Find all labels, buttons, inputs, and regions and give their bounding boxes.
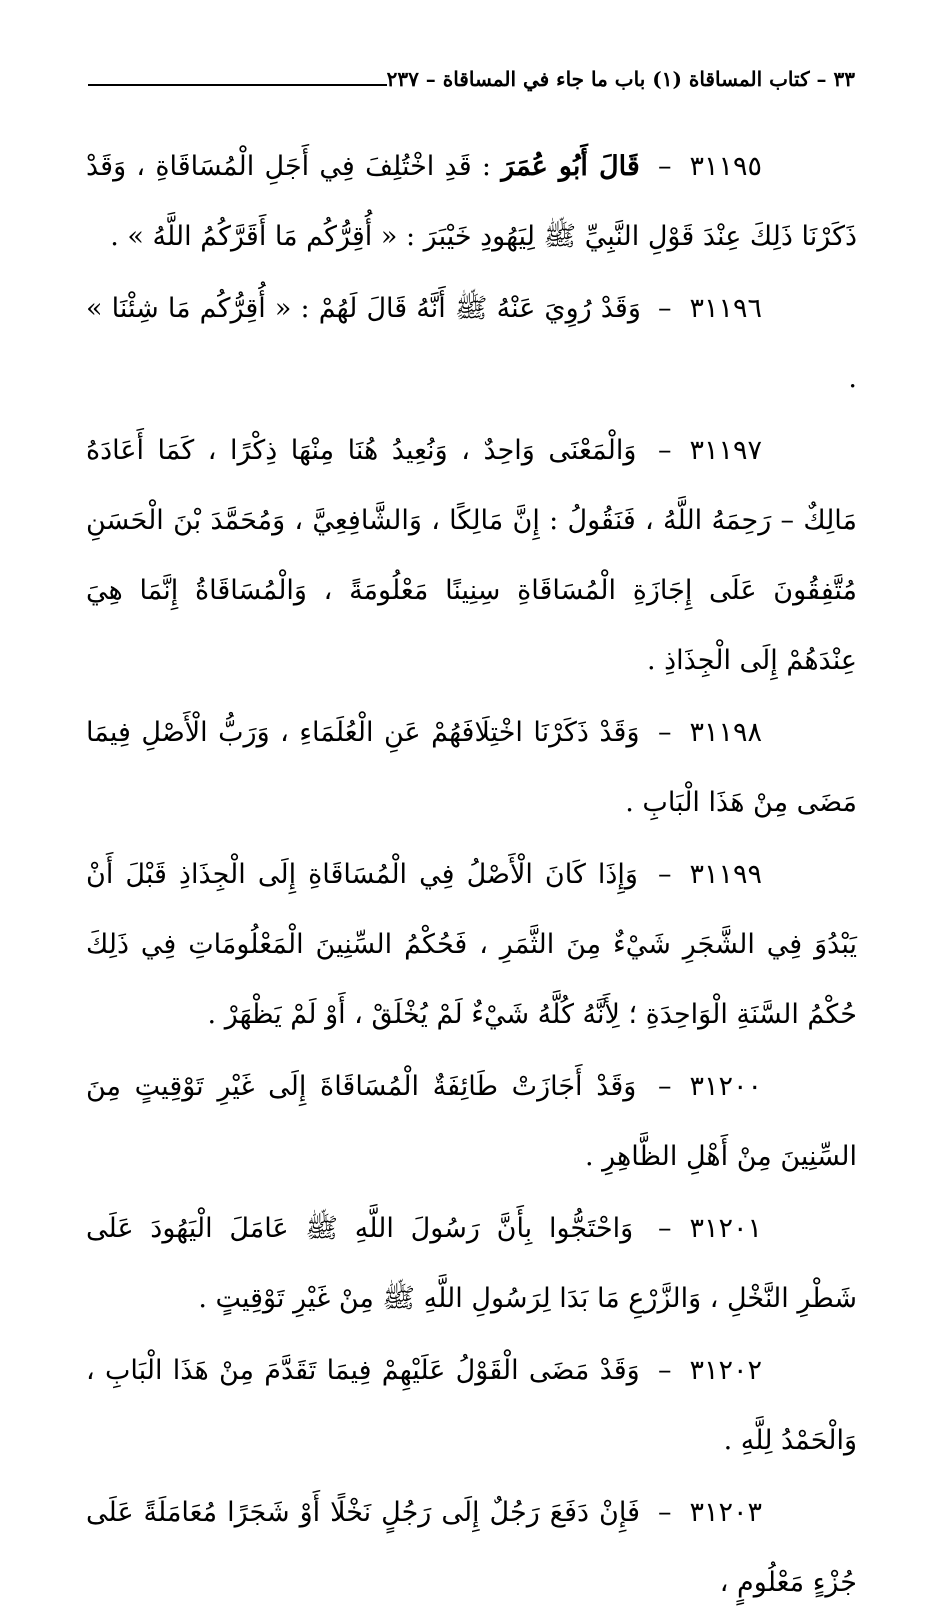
paragraph-number: ٣١٢٠١	[689, 1213, 762, 1244]
header-rule	[88, 84, 387, 86]
dash: –	[657, 1071, 672, 1102]
paragraph-31199	[86, 840, 857, 1050]
dash: –	[657, 435, 672, 466]
dash: –	[657, 1497, 672, 1528]
paragraph-31195	[86, 132, 857, 272]
paragraph-text: وَإِذَا كَانَ الْأَصْلُ فِي الْمُسَاقَاةِ إِلَى الْجِذَاذِ قَبْلَ أَنْ يَبْدُوَ فِي الشَّجَرِ شَيْءٌ مِنَ الثَّمَرِ ، فَحُكْمُ السِّنِينَ الْمَعْلُومَاتِ فِي ذَلِكَ حُكْمُ السَّنَةِ الْوَاحِدَةِ ؛ لِأَنَّهُ كُلَّهُ شَيْءٌ لَمْ يُخْلَقْ ، أَوْ لَمْ يَظْهَرْ .	[86, 859, 857, 1030]
paragraph-number: ٣١١٩٨	[689, 717, 762, 748]
paragraph-number: ٣١١٩٩	[689, 859, 762, 890]
paragraph-text: وَقَدْ أَجَازَتْ طَائِفَةٌ الْمُسَاقَاةَ إِلَى غَيْرِ تَوْقِيتٍ مِنَ السِّنِينَ مِنْ أَهْلِ الظَّاهِرِ .	[86, 1071, 857, 1172]
paragraph-text: وَقَدْ مَضَى الْقَوْلُ عَلَيْهِمْ فِيمَا تَقَدَّمَ مِنْ هَذَا الْبَابِ ، وَالْحَمْدُ لِلَّهِ .	[86, 1355, 857, 1456]
running-header	[88, 62, 855, 96]
paragraph-text: وَقَدْ ذَكَرْنَا اخْتِلَافَهُمْ عَنِ الْعُلَمَاءِ ، وَرَبُّ الْأَصْلِ فِيمَا مَضَى مِنْ هَذَا الْبَابِ .	[86, 717, 857, 818]
paragraph-number: ٣١١٩٧	[689, 435, 762, 466]
paragraph-text: فَإِنْ دَفَعَ رَجُلٌ إِلَى رَجُلٍ نَخْلًا أَوْ شَجَرًا مُعَامَلَةً عَلَى جُزْءٍ مَعْلُومٍ ،	[86, 1497, 857, 1598]
header-title: ٣٣ – كتاب المساقاة (١) باب ما جاء في المساقاة – ٢٣٧	[386, 67, 855, 91]
paragraph-number: ٣١٢٠٢	[689, 1355, 762, 1386]
paragraph-31203	[86, 1478, 857, 1618]
paragraph-31200	[86, 1052, 857, 1192]
dash: –	[657, 859, 672, 890]
paragraph-text: وَالْمَعْنَى وَاحِدٌ ، وَنُعِيدُ هُنَا مِنْهَا ذِكْرًا ، كَمَا أَعَادَهُ مَالِكٌ – رَحِمَهُ اللَّهُ ، فَنَقُولُ : إِنَّ مَالِكًا ، وَالشَّافِعِيَّ ، وَمُحَمَّدَ بْنَ الْحَسَنِ مُتَّفِقُونَ عَلَى إِجَازَةِ الْمُسَاقَاةِ سِنِينًا مَعْلُومَةً ، وَالْمُسَاقَاةُ إِنَّمَا هِيَ عِنْدَهُمْ إِلَى الْجِذَاذِ .	[86, 435, 857, 676]
dash: –	[657, 293, 672, 324]
dash: –	[657, 1213, 672, 1244]
dash: –	[658, 151, 672, 182]
speaker-name: قَالَ أَبُو عُمَرَ	[501, 151, 640, 182]
paragraph-number: ٣١١٩٥	[689, 151, 763, 182]
paragraph-31196	[86, 274, 857, 414]
page-body	[86, 132, 857, 1620]
paragraph-number: ٣١١٩٦	[689, 293, 762, 324]
dash: –	[657, 717, 672, 748]
paragraph-31202	[86, 1336, 857, 1476]
dash: –	[657, 1355, 672, 1386]
paragraph-31201	[86, 1194, 857, 1334]
paragraph-number: ٣١٢٠٣	[689, 1497, 762, 1528]
paragraph-text: وَقَدْ رُوِيَ عَنْهُ ﷺ أَنَّهُ قَالَ لَهُمْ : « أُقِرُّكُم مَا شِئْنَا » .	[86, 293, 857, 394]
paragraph-31198	[86, 698, 857, 838]
paragraph-text: وَاحْتَجُّوا بِأَنَّ رَسُولَ اللَّهِ ﷺ عَامَلَ الْيَهُودَ عَلَى شَطْرِ النَّخْلِ ، وَالزَّرْعِ مَا بَدَا لِرَسُولِ اللَّهِ ﷺ مِنْ غَيْرِ تَوْقِيتٍ .	[86, 1213, 857, 1314]
paragraph-text: : قَدِ اخْتُلِفَ فِي أَجَلِ الْمُسَاقَاةِ ، وَقَدْ ذَكَرْنَا ذَلِكَ عِنْدَ قَوْلِ النَّبِيِّ ﷺ لِيَهُودِ خَيْبَرَ : « أُقِرُّكُم مَا أَقَرَّكُمُ اللَّهُ » .	[86, 151, 857, 252]
paragraph-31197	[86, 416, 857, 696]
paragraph-number: ٣١٢٠٠	[689, 1071, 762, 1102]
